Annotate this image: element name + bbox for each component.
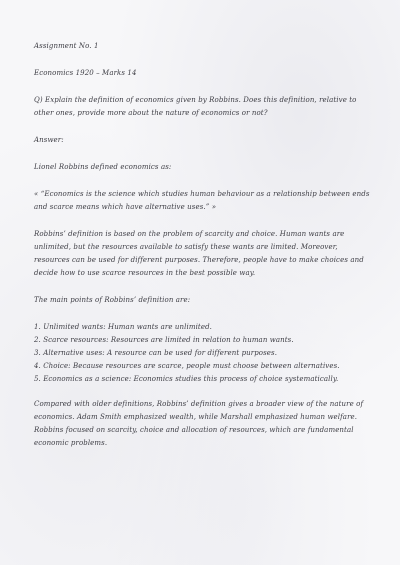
list-item: 3. Alternative uses: A resource can be used for different purposes. xyxy=(34,349,278,357)
conclusion-paragraph: Compared with older definitions, Robbins’ definition gives a broader view of the nature of economics. Adam Smith emphasized wealth, while Marshall emphasized human welfare. Robbins focused on scarcity, choice and allocation of resources, which are fundamental economic problems. xyxy=(34,400,364,447)
answer-label: Answer: xyxy=(34,136,64,144)
definition-quote: « “Economics is the science which studies human behaviour as a relationship between ends and scarce means which have alternative uses.” » xyxy=(34,190,370,211)
explanation-paragraph: Robbins’ definition is based on the problem of scarcity and choice. Human wants are unlimited, but the resources available to satisfy these wants are limited. Moreover, resources can be used for different purposes. Therefore, people have to make choices and decide how to use scarce resources in the best possible way. xyxy=(34,230,364,277)
list-item: 1. Unlimited wants: Human wants are unlimited. xyxy=(34,323,212,331)
intro-text: Lionel Robbins defined economics as: xyxy=(34,163,172,171)
list-item: 2. Scarce resources: Resources are limited in relation to human wants. xyxy=(34,336,294,344)
question-text: Q) Explain the definition of economics given by Robbins. Does this definition, relative to other ones, provide more about the nature of economics or not? xyxy=(34,96,357,117)
points-list xyxy=(34,321,372,386)
document-body xyxy=(34,40,372,450)
list-item: 4. Choice: Because resources are scarce, people must choose between alternatives. xyxy=(34,362,340,370)
assignment-title: Assignment No. 1 xyxy=(34,42,99,50)
course-line: Economics 1920 – Marks 14 xyxy=(34,69,137,77)
list-item: 5. Economics as a science: Economics studies this process of choice systematically. xyxy=(34,375,339,383)
points-intro: The main points of Robbins’ definition are: xyxy=(34,296,191,304)
